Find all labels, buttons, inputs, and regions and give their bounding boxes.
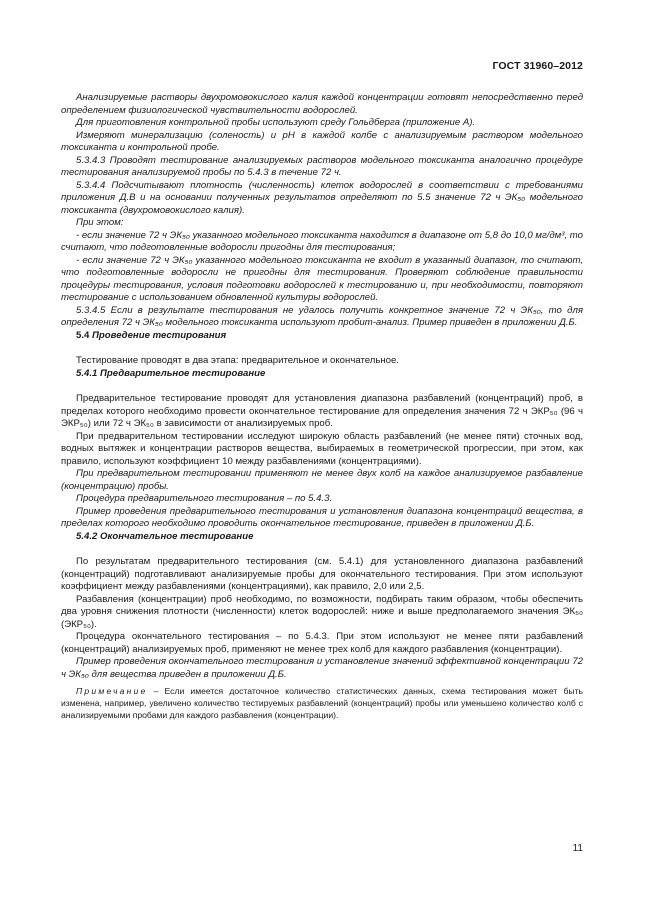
- paragraph: Измеряют минерализацию (соленость) и pH в каждой колбе с анализируемым раствором модельного токсиканта и контрольной пробе.: [61, 129, 583, 153]
- paragraph: Процедура предварительного тестирования – по 5.4.3.: [76, 493, 333, 504]
- section-heading-5-4: [61, 330, 583, 343]
- section-intro: Тестирование проводят в два этапа: предварительное и окончательное.: [76, 355, 399, 366]
- note: [61, 686, 586, 721]
- section-number: 5.4.1: [76, 367, 98, 379]
- paragraph: При предварительном тестировании применяют не менее двух колб на каждое анализируемое разбавление (концентрацию) пробы.: [61, 468, 583, 492]
- paragraph: Пример проведения окончательного тестирования и установление значений эффективной концентрации 72 ч ЭК₅₀ для вещества приведен в приложении Д.Б.: [61, 656, 583, 680]
- paragraph-5-3-4-5: 5.3.4.5 Если в результате тестирования не удалось получить конкретное значение 72 ч ЭК₅₀, то для определения 72 ч ЭК₅₀ модельного токсиканта используют пробит-анализ. Пример приведен в приложении Д.Б.: [61, 304, 583, 328]
- paragraph: Анализируемые растворы двухромовокислого калия каждой концентрации готовят непосредственно перед определением физиологической чувствительности водорослей.: [61, 92, 583, 116]
- list-item: - если значение 72 ч ЭК₅₀ указанного модельного токсиканта находится в диапазоне от 5,8 до 10,0 мг/дм³, то считают, что подготовленные водоросли пригодны для тестирования;: [61, 229, 583, 253]
- list-item: - если значение 72 ч ЭК₅₀ указанного модельного токсиканта не входит в указанный диапазон, то считают, что подготовленные водоросли не пригодны для тестирования. Проверяют соблюдение правильности процедуры тестирования, условия подготовки водорослей к тестированию и, при необходимости, повторяют тестирование с использованием обновленной культуры водорослей.: [61, 254, 583, 303]
- standard-header: ГОСТ 31960–2012: [492, 60, 583, 72]
- section-title: Предварительное тестирование: [100, 367, 266, 379]
- section-heading-5-4-1: [61, 368, 583, 381]
- paragraph-5-3-4-4: 5.3.4.4 Подсчитывают плотность (численность) клеток водорослей в соответствии с требованиями приложения Д.В и на основании полученных результатов определяют по 5.5 значение 72 ч ЭК₅₀ модельного токсиканта (двухромовокислого калия).: [61, 179, 583, 216]
- section-number: 5.4: [76, 329, 90, 341]
- paragraph: Для приготовления контрольной пробы используют среду Гольдберга (приложение А).: [76, 117, 476, 128]
- note-text: – Если имеется достаточное количество статистических данных, схема тестирования может быть изменена, например, увеличено количество тестируемых разбавлений (концентраций) пробы или уменьшено количество колб с анализируемыми пробами для каждого разбавления (концентрации).: [61, 686, 586, 720]
- section-heading-5-4-2: [61, 531, 583, 544]
- section-title: Проведение тестирования: [92, 329, 227, 341]
- page-body: [61, 92, 586, 721]
- paragraph: Пример проведения предварительного тестирования и установления диапазона концентраций вещества, в пределах которого необходимо проводить окончательное тестирование, приведен в приложении Д.Б.: [61, 505, 583, 529]
- paragraph: Процедура окончательного тестирования – по 5.4.3. При этом используют не менее пяти разбавлений (концентраций) анализируемых проб, применяют не менее трех колб для каждого разбавления (концентрации).: [61, 631, 583, 655]
- paragraph: При этом:: [76, 217, 124, 228]
- section-number: 5.4.2: [76, 530, 98, 542]
- paragraph: Предварительное тестирование проводят для установления диапазона разбавлений (концентраций) проб, в пределах которого необходимо провести окончательное тестирование для определения значения 72 ч ЭКР₅₀ (96 ч ЭКР₅₀) или 72 ч ЭК₅₀ в зависимости от анализируемых проб.: [61, 393, 583, 429]
- note-label: Примечание: [76, 686, 148, 696]
- paragraph: Разбавления (концентрации) проб необходимо, по возможности, подбирать таким образом, чтобы обеспечить два уровня снижения плотности (численности) клеток водорослей: ниже и выше предполагаемого значения ЭК₅₀ (ЭКР₅₀).: [61, 593, 583, 630]
- paragraph: При предварительном тестировании исследуют широкую область разбавлений (не менее пяти) сточных вод, водных вытяжек и концентрации растворов вещества, выбираемых в геометрической прогрессии, при этом, как правило, используют коэффициент 10 между разбавлениями (концентрациями).: [61, 430, 583, 467]
- section-title: Окончательное тестирование: [100, 530, 254, 542]
- page-number: 11: [572, 843, 583, 854]
- paragraph: По результатам предварительного тестирования (см. 5.4.1) для установленного диапазона разбавлений (концентраций) подготавливают анализируемые пробы для окончательного тестирования. При этом используют коэффициент между разбавлениями (концентрациями), как правило, 2,0 или 2,5.: [61, 556, 583, 592]
- paragraph-5-3-4-3: 5.3.4.3 Проводят тестирование анализируемых растворов модельного токсиканта аналогично процедуре тестирования анализируемой пробы по 5.4.3 в течение 72 ч.: [61, 154, 583, 178]
